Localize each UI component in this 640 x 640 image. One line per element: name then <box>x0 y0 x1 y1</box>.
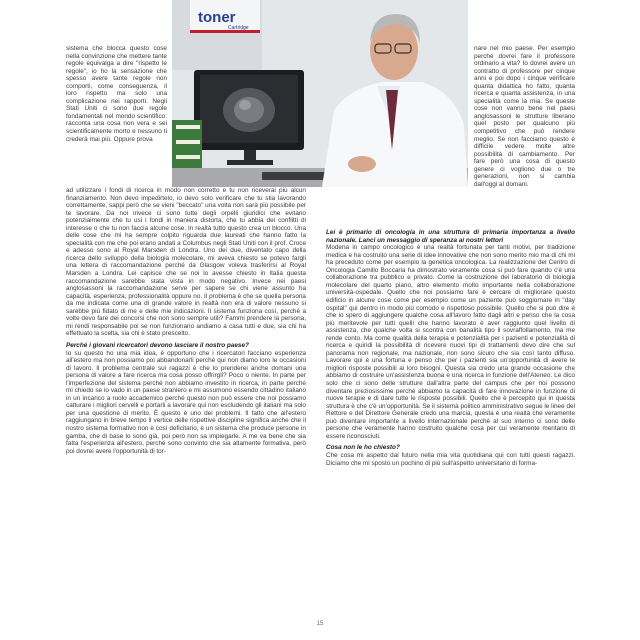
left-main-paragraph-2: Io su questo ho una mia idea, è opportuno che i ricercatori facciano esperienza all'estero ma non possiamo poi abbandonarli perché qui non diamo loro le occasioni di lavoro. Il problema centrale sui ragazzi è che lo prenderei anche domani una persona di valore a fare ricerca ma cosa posso offrirgli? Poco o niente. In parte per l'imperfezione del sistema perché non abbiamo investito in ricerca, in parte perché mi chiedo se io vado in un paese straniero e mi assumono essendo cittadino italiano in un incarico a ruolo accademico perché questo non può essere che noi possiamo catturare i migliori cervelli e portarli a lavorare qui non escludendo gli italiani ma solo per una questione di merito. È questo è uno dei problemi. Il fatto che all'estero raggiungano in breve tempo il vertice delle rispettive discipline significa anche che il nostro sistema formativo non è così deficitario, è un sistema che produce persone in gamba, che di base lo sono già, poi però non sa impiegarle. A me va bene che sia fatta l'esperienza all'estero, perché sono convinto che sia altamente formativa, però poi dovrei avere l'opportunità di tor- <box>66 349 306 455</box>
photo-doctor-at-computer-icon <box>172 0 468 187</box>
left-section-heading: Perché i giovani ricercatori devono lasciare il nostro paese? <box>66 341 249 349</box>
photo-sign-subtext: Cartridge <box>228 25 249 31</box>
photo-sign-text: toner <box>198 9 236 26</box>
article-photo <box>172 0 468 187</box>
left-main-column <box>66 187 306 455</box>
right-main-column <box>326 229 575 467</box>
left-top-paragraph: sistema che blocca questo cose nella convinzione che mettere tante regole equivalga a dire "rispetto le regole", io ho la sensazione che spesso avere tante regole non comporti, come conseguenza, il loro rispetto ma solo una complicazione nei rapporti. Negli Stati Uniti ci sono due regole fondamentali nel mondo scientifico: racconta una cosa non vera e sei scientificamente morto e nessuno ti crederà mai più. Oppure prova <box>66 45 167 143</box>
right-main-paragraph-2: Che cosa mi aspetto dal futuro nella mia vita quotidiana qui con tutti questi ragazzi. Diciamo che mi sposto un pochino di più sull'aspetto universitario di forma- <box>326 452 575 467</box>
right-main-paragraph-1: Modena in campo oncologico è una realtà fortunata per tanti motivi, per tradizione medica e ha costruito una serie di idee innovative che non sono merito mio ma di chi mi ha preceduto come per esempio la genetica oncologica. La realizzazione del Centro di Oncologia Camillo Boccaria ha dimostrato veramente cosa si può fare quando c'è una collaborazione tra pubblico e privato. Come la costruzione dei laboratorio di biologia molecolare del quarto piano, altro elemento molto importante nella collaborazione università-ospedale. Quello che noi possiamo fare è cercare di migliorare questo edificio in alcune cose come per esempio come un paziente può soggiornare in "day ospital" qui dentro in modo più comodo e rispettoso possibile. Quello che si può dire è che io spero di aggiungere qualche cosa all'lavoro fatto dagli altri e penso che la cosa più meritevole per tutti quelli che hanno lavorato è aver raggiunto quel livello di assistenza, che qualche volta si scontra con banalità tipo il sovraffollamento, ma me rende conto. Ma come qualità della terapia e potenzialità per i pazienti e potenzialità di ricerca e quindi la possibilità di ricevere nuovi tipi di trattamenti devo dire che sul panorama non regionale, ma nazionale, non sono sicuro che sia così tanto diffuso. Lavorare qui è una fortuna e penso che per i pazienti sia un'opportunità di avere le migliori risposte possibili ai loro bisogni. Questa sia credo una grande occasione che abbiamo di costruire un'assistenza buona e una ricerca in funzione dell'Ateneo. Le dico solo che ci sono delle strutture dall'altra parte del campus che per noi possono diventare preziosissime perché abbiamo la capacità di fare innovazione in funzione di nuove terapie e di dare tutte le risposte possibili. Quello che è percepito qui in questa struttura è che c'è un'opportunità. Se il sistema politico amministrativo segue le linee del Rettore e del Direttore Generale credo una marcia, questa è una realtà che veramente può diventare importante a livello internazionale perché al suo interno ci sono delle persone che veramente hanno costruito qualche cosa per cui veramente meritano di essere riconosciuti. <box>326 244 575 440</box>
right-section-heading-2: Cosa non le ho chiesto? <box>326 444 400 452</box>
right-section-heading-1: Lei è primario di oncologia in una struttura di primaria importanza a livello nazionale. Lanci un messaggio di speranza ai nostri lettori <box>326 229 575 244</box>
right-top-paragraph: nare nel mio paese. Per esempio perché dovrei fare il professore ordinario a vita? Io dovrei avere un contratto di professore per cinque anni e poi dopo i cinque verificare quanta didattica ho fatto, quanta ricerca e quanta assistenza, in una specialità come la mia. Se queste cose non vanno bene nel paesi anglosassoni le strutture liberano quel posto per qualcuno più competitivo che può rendere meglio. Se non facciamo questo è difficile vedere molte altre possibilità di cambiamento. Per fare però una cosa di questo genere ci vogliono due o tre generazioni, non si cambia dall'oggi al domani. <box>474 45 575 188</box>
left-main-paragraph-1: ad utilizzare i fondi di ricerca in modo non corretto e tu non riceverai più alcun finanziamento. Non devo impedirtelo, io devo solo verificare che tu stia lavorando correttamente, sappi però che se vieni "beccato" una volta non sarà più possibile per te lavorare. Da noi invece ci sono tutte degli orpelli giuridici che evitano potenzialmente che tu usi i fondi in maniera distorta, che tu abbia dei conflitti di interesse o che tu non faccia alcune cose. In realtà tutto questo crea un blocco. Una delle cose che mi ha sempre colpito riguarda due laureati che hanno fatto la specialità con me che poi erano andati a Columbus negli Stati Uniti con il prof. Croce e adesso sono al Royal Marsden di Londra. Uno dei due, diventato capo della ricerca dello sviluppo della biologia molecolare, mi aveva chiesto se potevo fargli una lettera di raccomandazione perché da Glasgow voleva trasferirsi al Royal Marsden a Londra. Lei capisce che se noi lo avesse chiesto in Italia questa raccomandazione sarebbe stata vista in modo negativo. Invece nei paesi anglosassoni la raccomandazione serve per sapere se chi viene assunto ha capacità, esperienza, professionalità oppure no. Il problema è che se quella persona da me indicata come una di grande valore in realtà non era di valore nessuno si sarebbe più fidato di me e delle mie indicazioni. Il sistema funziona così, perché a volte devo fare dei concorsi che non sono sempre utili? Fammi prendere la persona, mi rendi responsabile poi se non funzionano andiamo a casa tutti e due, sia chi ha effettuato la scelta, sia chi è stato prescelto. <box>66 187 306 338</box>
page-number: 15 <box>316 621 324 627</box>
